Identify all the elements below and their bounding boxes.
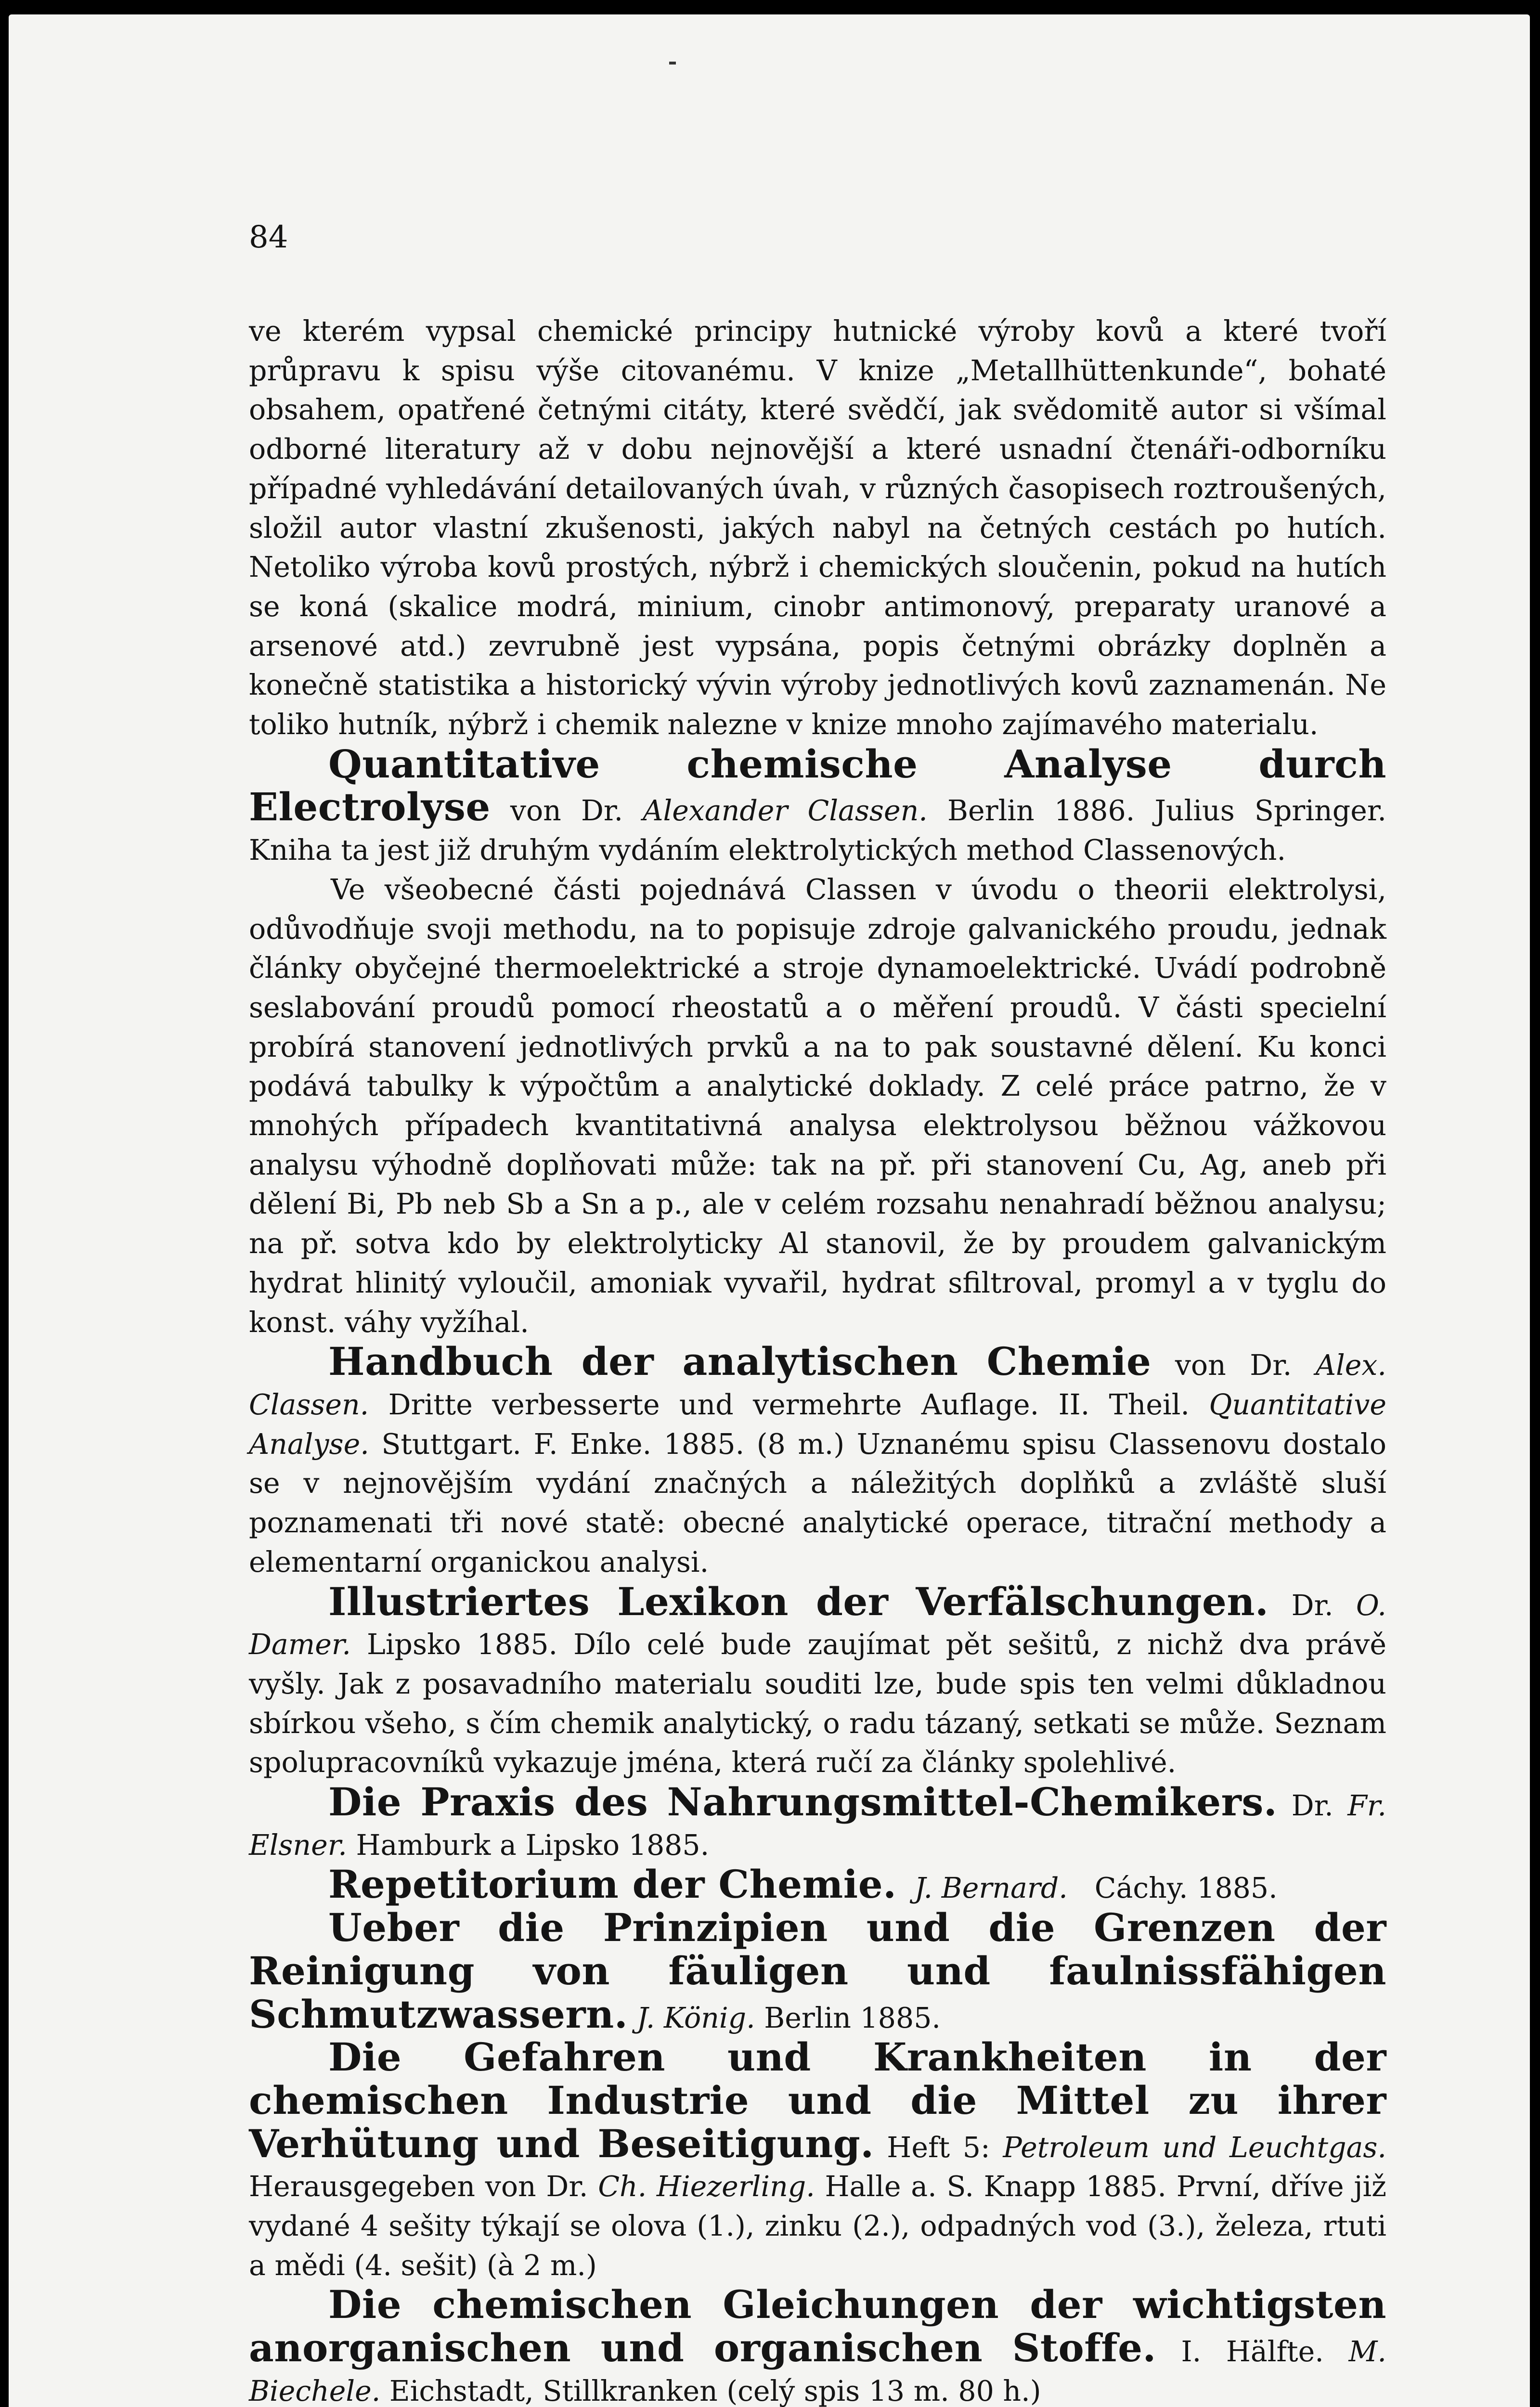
entry-lexikon: [249, 1579, 1386, 1783]
entry-text: Lipsko 1885. Dílo celé bude zaujímat pět sešitů, z nichž dva právě vyšly. Jak z posavadního materialu souditi lze, bude spis ten velmi důkladnou sbírkou všeho, s čím chemik analytický, o radu tázaný, setkati se může. Seznam spolupracovníků vykazuje jména, která ručí za články spolehlivé.: [249, 1628, 1386, 1779]
entry-text: Berlin 1886. Julius Springer. Kniha ta jest již druhým vydáním elektrolytických method Classenových.: [249, 794, 1386, 867]
entry-text: Dr.: [1268, 1589, 1356, 1622]
entry-schmutzwasser: [249, 1905, 1386, 2038]
entry-praxis: [249, 1779, 1387, 1865]
entry-author: Alex. Classen.: [249, 1349, 1386, 1421]
entry-title: Die chemischen Gleichungen der wichtigsten anorganischen und organischen Stoffe.: [249, 2282, 1386, 2371]
paragraph-classen-review: Ve všeobecné části pojednává Classen v úvodu o theorii elektrolysi, odůvodňuje svoji methodu, na to popisuje zdroje galvanického proudu, jednak články obyčejné thermoelektrické a stroje dynamoelektrické. Uvádí podrobně seslabování proudů pomocí rheostatů a o měření proudů. V části specielní probírá stanovení jednotlivých prvků a na to pak soustavné dělení. Ku konci podává tabulky k výpočtům a analytické doklady. Z celé práce patrno, že v mnohých případech kvantitativná analysa elektrolysou běžnou vážkovou analysu výhodně doplňovati může: tak na př. při stanovení Cu, Ag, aneb při dělení Bi, Pb neb Sb a Sn a p., ale v celém rozsahu nenahradí běžnou analysu; na př. sotva kdo by elektrolyticky Al stanovil, že by proudem galvanickým hydrat hlinitý vyloučil, amoniak vyvařil, hydrat sfiltroval, promyl a v tyglu do konst. váhy vyžíhal.: [249, 873, 1386, 1339]
entry-text: Hamburk a Lipsko 1885.: [347, 1828, 710, 1862]
entry-quantitative-analyse: [249, 741, 1386, 870]
entry-text: Heft 5:: [874, 2131, 1003, 2164]
entry-text: Cáchy. 1885.: [1094, 1872, 1278, 1905]
entry-gefahren: [249, 2034, 1387, 2285]
body-text: [249, 312, 1386, 2407]
entry-title: Ueber die Prinzipien und die Grenzen der Reinigung von fäuligen und faulnissfähigen Schmutzwassern.: [249, 1905, 1386, 2037]
entry-text: Halle a. S. Knapp 1885. První, dříve již vydané 4 sešity týkají se olova (1.), zinku (2.), odpadných vod (3.), železa, rtuti a mědi (4. sešit) (à 2 m.): [249, 2170, 1386, 2282]
entry-title: Die Gefahren und Krankheiten in der chemischen Industrie und die Mittel zu ihrer Verhütung und Beseitigung.: [249, 2034, 1386, 2166]
entry-handbuch: [249, 1339, 1386, 1582]
entry-title: Repetitorium der Chemie.: [328, 1862, 897, 1907]
paragraph-metallhuttenkunde: ve kterém vypsal chemické principy hutnické výroby kovů a které tvoří průpravu k spisu výše citovanému. V knize „Metallhüttenkunde“, bohaté obsahem, opatřené četnými citáty, které svědčí, jak svědomitě autor si všímal odborné literatury až v dobu nejnovější a které usnadní čtenáři-odborníku případné vyhledávání detailovaných úvah, v různých časopisech roztroušených, složil autor vlastní zkušenosti, jakých nabyl na četných cestách po hutích. Netoliko výroba kovů prostých, nýbrž i chemických sloučenin, pokud na hutích se koná (skalice modrá, minium, cinobr antimonový, preparaty uranové a arsenové atd.) zevrubně jest vypsána, popis četnými obrázky doplněn a konečně statistika a historický vývin výroby jednotlivých kovů zaznamenán. Ne toliko hutník, nýbrž i chemik nalezne v knize mnoho zajímavého materialu.: [249, 315, 1386, 741]
entry-author: O. Damer.: [249, 1589, 1386, 1661]
entry-author: M. Biechele.: [249, 2335, 1386, 2407]
entry-text: Berlin 1885.: [755, 2001, 941, 2034]
entry-text: Herausgegeben von Dr.: [249, 2170, 598, 2203]
entry-text: von Dr.: [490, 794, 643, 828]
entry-title: Quantitative chemische Analyse durch Electrolyse: [249, 741, 1386, 830]
entry-title: Illustriertes Lexikon der Verfälschungen.: [328, 1579, 1269, 1624]
entry-repetitorium: [249, 1862, 1386, 1908]
entry-text: Eichstadt, Stillkranken (celý spis 13 m. 80 h.): [380, 2374, 1041, 2407]
entry-text: Stuttgart. F. Enke. 1885. (8 m.) Uznanému spisu Classenovu dostalo se v nejnovějším vydání značných a náležitých doplňků a zvláště sluší poznamenati tři nové statě: obecné analytické operace, titrační methody a elementarní organickou analysi.: [249, 1427, 1386, 1579]
entry-text: I. Hälfte.: [1156, 2335, 1349, 2368]
entry-gleichungen: [249, 2282, 1386, 2407]
entry-author: Alexander Classen.: [643, 794, 928, 828]
entry-author: J. Bernard.: [914, 1872, 1068, 1905]
entry-text: Dritte verbesserte und vermehrte Auflage. II. Theil.: [369, 1388, 1209, 1421]
entry-text: von Dr.: [1151, 1349, 1316, 1382]
entry-title: Handbuch der analytischen Chemie: [328, 1339, 1152, 1385]
entry-author: Ch. Hiezerling.: [598, 2170, 815, 2203]
entry-text: Dr.: [1277, 1789, 1348, 1823]
entry-title: Die Praxis des Nahrungsmittel-Chemikers.: [328, 1779, 1278, 1825]
entry-author: Fr. Elsner.: [249, 1789, 1387, 1862]
entry-author: J. König.: [636, 2001, 755, 2034]
entry-work: Petroleum und Leuchtgas.: [1003, 2131, 1387, 2164]
entry-work: Quantitative Analyse.: [249, 1388, 1386, 1461]
page-number: 84: [249, 220, 288, 255]
